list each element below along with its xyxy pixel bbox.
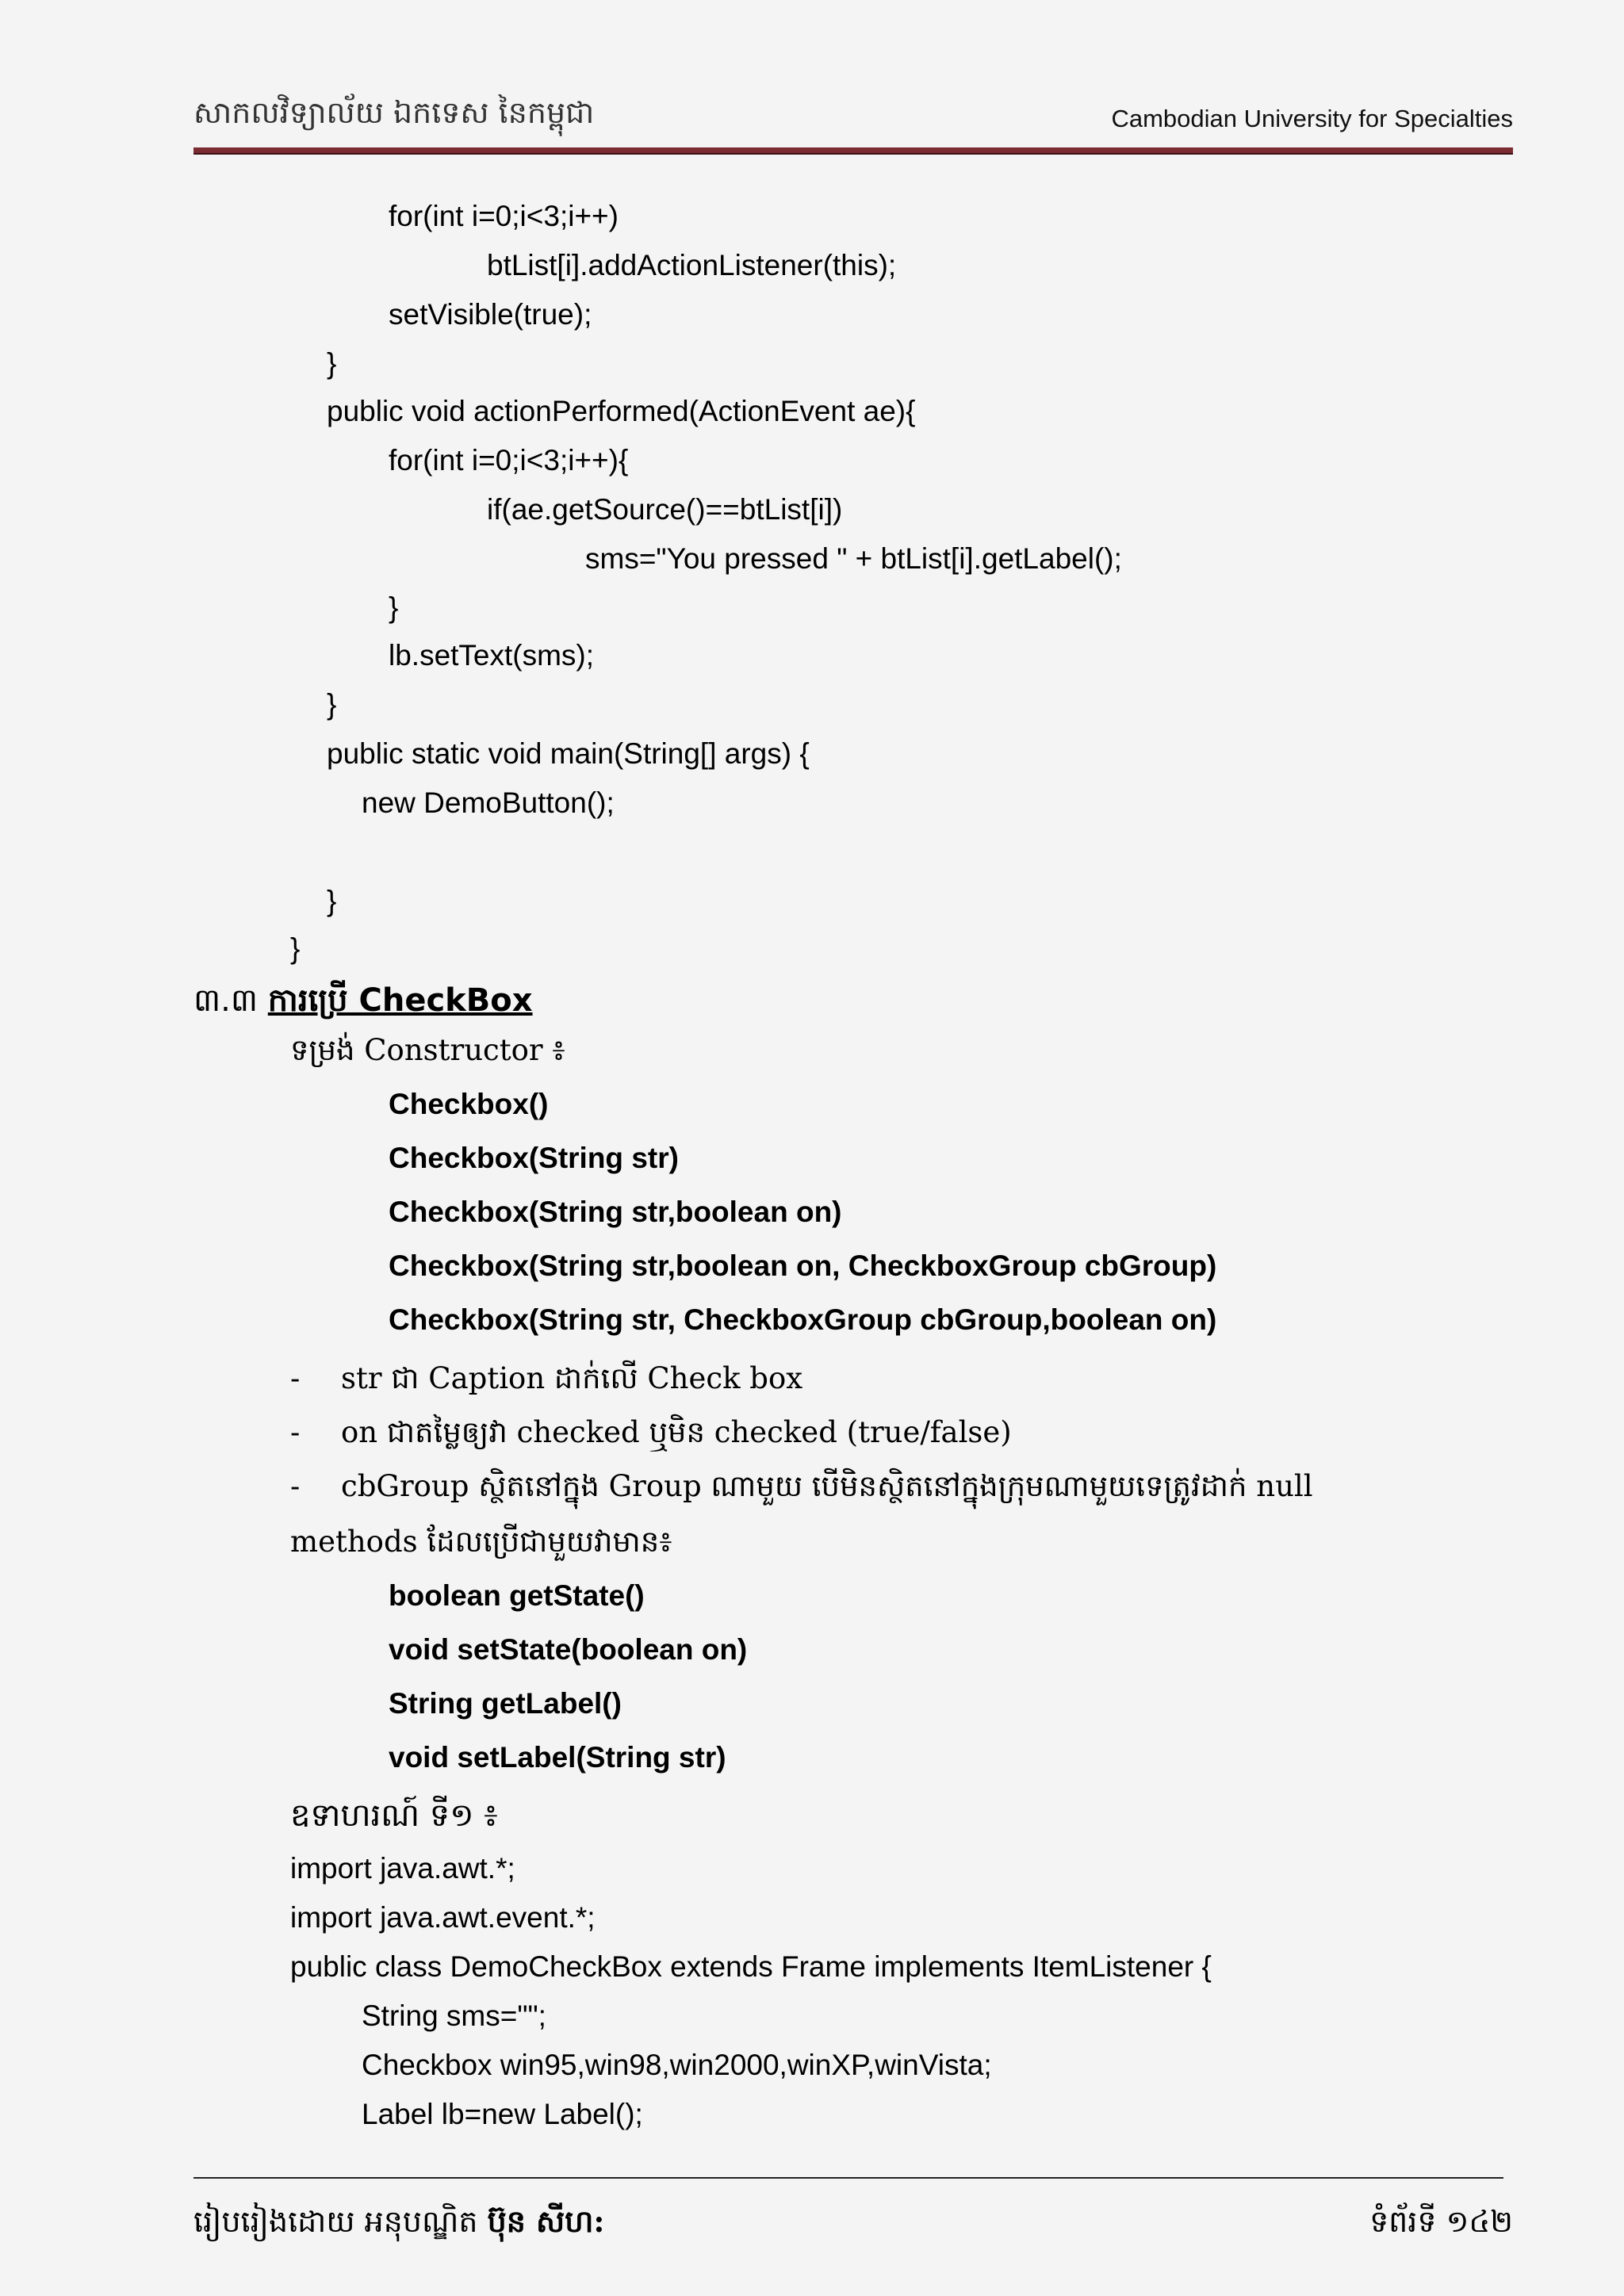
footer-author-prefix: រៀបរៀងដោយ អនុបណ្ឌិត <box>193 2204 488 2239</box>
method-signature: void setLabel(String str) <box>389 1741 726 1774</box>
constructor-signature: Checkbox() <box>389 1088 549 1120</box>
method-signature: boolean getState() <box>389 1579 645 1612</box>
constructor-signature: Checkbox(String str) <box>389 1142 679 1174</box>
constructor-signature: Checkbox(String str, CheckboxGroup cbGroup,boolean on) <box>389 1303 1217 1336</box>
method-signature: String getLabel() <box>389 1687 622 1720</box>
bullet-dash: - <box>290 1362 301 1395</box>
footer-divider <box>193 2177 1503 2179</box>
footer-author <box>193 2202 604 2247</box>
code-line: lb.setText(sms); <box>389 639 595 672</box>
constructor-label: ទម្រង់ Constructor ៖ <box>290 1033 565 1067</box>
code-line: } <box>327 885 337 917</box>
code-line: } <box>327 688 337 721</box>
code-line: for(int i=0;i<3;i++){ <box>389 444 629 476</box>
code-line: } <box>290 932 301 965</box>
header-university-khmer: សាកលវិទ្យាល័យ ឯកទេស នៃកម្ពុជា <box>193 95 595 130</box>
code-line: sms="You pressed " + btList[i].getLabel(); <box>585 542 1122 575</box>
code-line: public class DemoCheckBox extends Frame implements ItemListener { <box>290 1950 1212 1983</box>
method-signature: void setState(boolean on) <box>389 1633 748 1666</box>
constructor-signature: Checkbox(String str,boolean on) <box>389 1196 842 1228</box>
bullet-dash: - <box>290 1470 301 1502</box>
footer-author-name: ប៊ុន សីហ: <box>487 2203 605 2239</box>
code-line: import java.awt.event.*; <box>290 1901 596 1934</box>
code-line: Checkbox win95,win98,win2000,winXP,winVista; <box>362 2049 992 2081</box>
code-line: } <box>389 591 399 624</box>
code-line: public static void main(String[] args) { <box>327 737 810 770</box>
section-title: ការប្រើ CheckBox <box>267 982 533 1019</box>
bullet-text: cbGroup ស្ថិតនៅក្នុង Group ណាមួយ បើមិនស្ថិតនៅក្នុងក្រុមណាមួយទេត្រូវដាក់ null <box>341 1469 1313 1503</box>
code-line: } <box>327 347 337 380</box>
constructor-signature: Checkbox(String str,boolean on, CheckboxGroup cbGroup) <box>389 1249 1217 1282</box>
methods-label: methods ដែលប្រើជាមួយវាមាន៖ <box>290 1525 672 1559</box>
code-line: Label lb=new Label(); <box>362 2098 643 2130</box>
code-line: new DemoButton(); <box>362 786 615 819</box>
code-line: btList[i].addActionListener(this); <box>487 249 897 281</box>
code-line: String sms=""; <box>362 1999 546 2032</box>
section-number: ៣.៣ <box>193 982 259 1019</box>
footer-page-number: ទំព័រទី ១៤២ <box>1369 2204 1513 2239</box>
code-line: for(int i=0;i<3;i++) <box>389 200 619 232</box>
code-line: if(ae.getSource()==btList[i]) <box>487 493 843 526</box>
code-line: public void actionPerformed(ActionEvent ae){ <box>327 395 916 427</box>
header-divider <box>193 147 1513 155</box>
section-heading <box>193 980 533 1027</box>
header-university-english: Cambodian University for Specialties <box>1111 105 1513 132</box>
example-label: ឧទាហរណ៍ ទី១ ៖ <box>290 1797 498 1834</box>
bullet-dash: - <box>290 1416 301 1448</box>
bullet-text: on ជាតម្លៃឲ្យវា checked ឬមិន checked (true/false) <box>341 1415 1012 1449</box>
code-line: setVisible(true); <box>389 298 592 331</box>
bullet-text: str ជា Caption ដាក់លើ Check box <box>341 1361 803 1395</box>
code-line: import java.awt.*; <box>290 1852 515 1885</box>
